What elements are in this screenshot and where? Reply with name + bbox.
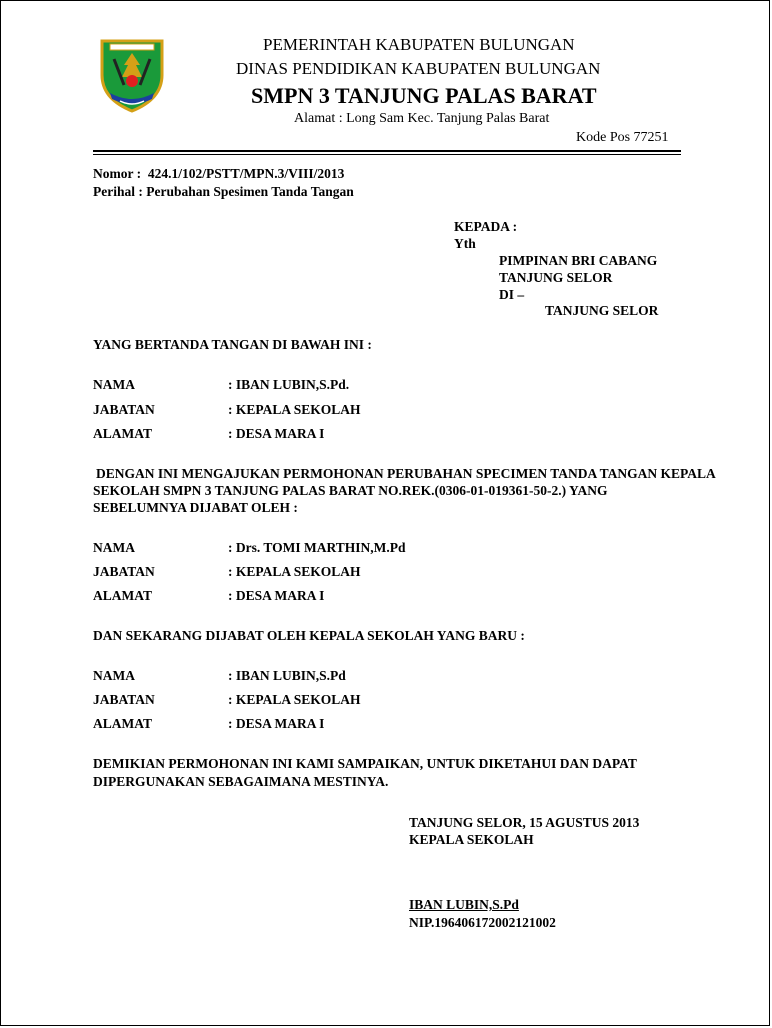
person3-alamat-label: ALAMAT (93, 716, 152, 731)
person1-jabatan-label: JABATAN (93, 402, 155, 417)
nomor-label: Nomor : (93, 166, 142, 181)
perihal-value: Perubahan Spesimen Tanda Tangan (146, 184, 354, 199)
bulungan-regency-logo (96, 35, 168, 115)
signature-title: KEPALA SEKOLAH (409, 832, 534, 847)
kepada-label: KEPADA : (454, 219, 518, 234)
person1-jabatan-value: : KEPALA SEKOLAH (228, 402, 361, 417)
nomor-value: 424.1/102/PSTT/MPN.3/VIII/2013 (147, 166, 345, 181)
intro-text: YANG BERTANDA TANGAN DI BAWAH INI : (93, 337, 372, 352)
header-government-line: PEMERINTAH KABUPATEN BULUNGAN (263, 35, 575, 54)
closing-line-2: DIPERGUNAKAN SEBAGAIMANA MESTINYA. (93, 774, 389, 789)
recipient-place: TANJUNG SELOR (545, 303, 659, 318)
person1-alamat-label: ALAMAT (93, 426, 152, 441)
header-postcode: Kode Pos 77251 (576, 130, 669, 145)
recipient-city: TANJUNG SELOR (499, 270, 613, 285)
person2-alamat-value: : DESA MARA I (228, 588, 325, 603)
yth-label: Yth (454, 236, 476, 251)
person2-nama-value: : Drs. TOMI MARTHIN,M.Pd (228, 540, 406, 555)
perihal-label: Perihal : (93, 184, 143, 199)
signature-name: IBAN LUBIN,S.Pd (409, 897, 519, 912)
person3-jabatan-value: : KEPALA SEKOLAH (228, 692, 361, 707)
signature-nip: NIP.196406172002121002 (409, 915, 556, 930)
nomor-line (93, 166, 344, 182)
person2-jabatan-value: : KEPALA SEKOLAH (228, 564, 361, 579)
recipient-name: PIMPINAN BRI CABANG (499, 253, 658, 268)
body-line-2: SEKOLAH SMPN 3 TANJUNG PALAS BARAT NO.REK.(0306-01-019361-50-2.) YANG (93, 483, 608, 498)
person2-alamat-label: ALAMAT (93, 588, 152, 603)
person1-alamat-value: : DESA MARA I (228, 426, 325, 441)
person3-alamat-value: : DESA MARA I (228, 716, 325, 731)
header-school-name: SMPN 3 TANJUNG PALAS BARAT (251, 83, 597, 108)
header-address: Alamat : Long Sam Kec. Tanjung Palas Barat (294, 111, 550, 126)
signature-place-date: TANJUNG SELOR, 15 AGUSTUS 2013 (409, 815, 640, 830)
person1-nama-value: : IBAN LUBIN,S.Pd. (228, 377, 350, 392)
new-head-intro: DAN SEKARANG DIJABAT OLEH KEPALA SEKOLAH YANG BARU : (93, 628, 525, 643)
closing-line-1: DEMIKIAN PERMOHONAN INI KAMI SAMPAIKAN, UNTUK DIKETAHUI DAN DAPAT (93, 756, 637, 771)
header-rule-thin (93, 154, 681, 155)
header-department-line: DINAS PENDIDIKAN KABUPATEN BULUNGAN (236, 59, 601, 78)
body-line-3: SEBELUMNYA DIJABAT OLEH : (93, 500, 298, 515)
person2-jabatan-label: JABATAN (93, 564, 155, 579)
person3-jabatan-label: JABATAN (93, 692, 155, 707)
person2-nama-label: NAMA (93, 540, 135, 555)
header-rule-thick (93, 150, 681, 152)
person3-nama-label: NAMA (93, 668, 135, 683)
person3-nama-value: : IBAN LUBIN,S.Pd (228, 668, 346, 683)
perihal-line (93, 184, 354, 200)
body-line-1: DENGAN INI MENGAJUKAN PERMOHONAN PERUBAHAN SPECIMEN TANDA TANGAN KEPALA (96, 466, 716, 481)
person1-nama-label: NAMA (93, 377, 135, 392)
recipient-di: DI – (499, 287, 525, 302)
